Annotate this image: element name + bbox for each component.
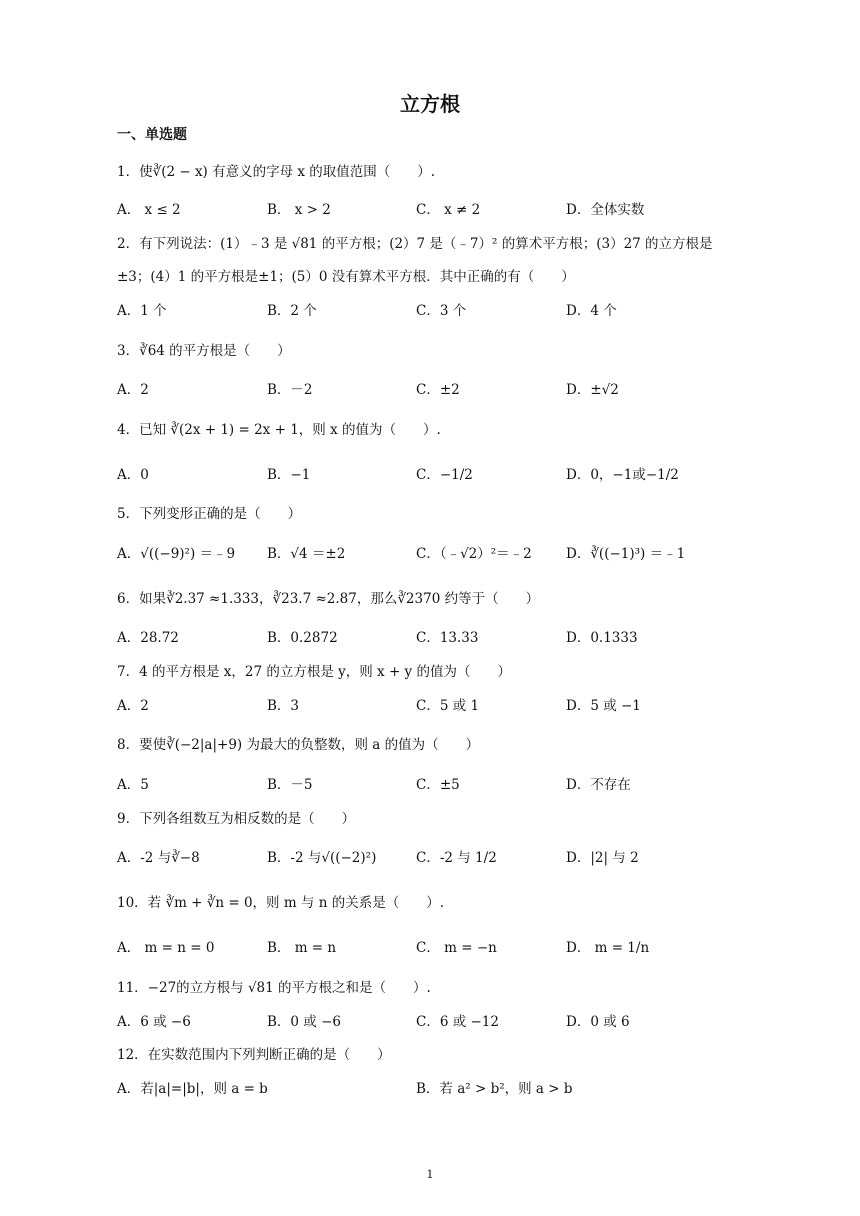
question-4-stem: 4．已知 ∛(2x + 1) = 2x + 1，则 x 的值为（ ）. — [117, 422, 441, 438]
option-c[interactable]: C．5 或 1 — [416, 698, 480, 714]
option-a[interactable]: A．2 — [117, 698, 149, 714]
option-c[interactable]: C．−1/2 — [416, 467, 473, 483]
option-d[interactable]: D．4 个 — [566, 303, 617, 319]
question-12-options — [117, 1077, 757, 1103]
question-9-options — [117, 846, 757, 872]
option-b[interactable]: B． x > 2 — [267, 202, 331, 218]
option-b[interactable]: B．－5 — [267, 777, 313, 793]
option-c[interactable]: C． m = −n — [416, 940, 497, 956]
option-b[interactable]: B．−1 — [267, 467, 311, 483]
option-b[interactable]: B．2 个 — [267, 303, 317, 319]
option-a[interactable]: A．√((−9)²) ＝﹣9 — [117, 546, 236, 562]
option-c[interactable]: C．±2 — [416, 382, 460, 398]
question-7-options — [117, 694, 757, 720]
question-9-stem: 9．下列各组数互为相反数的是（ ） — [117, 811, 356, 827]
option-c[interactable]: C．13.33 — [416, 630, 479, 646]
option-a[interactable]: A． m = n = 0 — [117, 940, 215, 956]
question-7-stem: 7．4 的平方根是 x，27 的立方根是 y，则 x + y 的值为（ ） — [117, 664, 511, 680]
option-d[interactable]: D．0.1333 — [566, 630, 638, 646]
question-3-stem: 3．∛64 的平方根是（ ） — [117, 343, 291, 359]
option-a[interactable]: A．-2 与∛−8 — [117, 850, 200, 866]
question-8-stem: 8．要使∛(−2|a|+9) 为最大的负整数，则 a 的值为（ ） — [117, 737, 480, 753]
question-1-stem: 1．使∛(2 − x) 有意义的字母 x 的取值范围（ ）. — [117, 164, 436, 180]
page-number: 1 — [426, 1168, 434, 1181]
option-b[interactable]: B．0.2872 — [267, 630, 338, 646]
option-b[interactable]: B．√4 ＝±2 — [267, 546, 346, 562]
option-a[interactable]: A．1 个 — [117, 303, 167, 319]
option-b[interactable]: B．-2 与√((−2)²) — [267, 850, 377, 866]
option-d[interactable]: D．不存在 — [566, 777, 631, 793]
option-b[interactable]: B．0 或 −6 — [267, 1014, 341, 1030]
question-12-stem: 12．在实数范围内下列判断正确的是（ ） — [117, 1047, 391, 1063]
question-3-options — [117, 378, 757, 404]
option-d[interactable]: D．0 或 6 — [566, 1014, 630, 1030]
option-b[interactable]: B． m = n — [267, 940, 337, 956]
page-title: 立方根 — [400, 92, 460, 116]
question-11-options — [117, 1010, 757, 1036]
option-a[interactable]: A． x ≤ 2 — [117, 202, 181, 218]
question-11-stem: 11．−27的立方根与 √81 的平方根之和是（ ）. — [117, 980, 431, 996]
question-2-stem-cont: ±3；(4）1 的平方根是±1；(5）0 没有算术平方根．其中正确的有（ ） — [117, 269, 575, 285]
question-1-options — [117, 198, 757, 224]
option-c[interactable]: C．-2 与 1/2 — [416, 850, 497, 866]
option-c[interactable]: C．±5 — [416, 777, 460, 793]
option-a[interactable]: A．2 — [117, 382, 149, 398]
question-2-stem: 2．有下列说法：(1）﹣3 是 √81 的平方根；(2）7 是（﹣7）² 的算术平方根；(3）27 的立方根是 — [117, 236, 713, 252]
option-a[interactable]: A．5 — [117, 777, 149, 793]
option-c[interactable]: C． x ≠ 2 — [416, 202, 481, 218]
option-d[interactable]: D．∛((−1)³) ＝﹣1 — [566, 546, 686, 562]
question-4-options — [117, 463, 757, 489]
option-b[interactable]: B．3 — [267, 698, 300, 714]
option-b[interactable]: B．－2 — [267, 382, 313, 398]
question-2-options — [117, 299, 757, 325]
option-a[interactable]: A．28.72 — [117, 630, 179, 646]
option-d[interactable]: D．±√2 — [566, 382, 619, 398]
question-8-options — [117, 773, 757, 799]
option-d[interactable]: D．全体实数 — [566, 202, 645, 218]
option-c[interactable]: C．3 个 — [416, 303, 467, 319]
option-a[interactable]: A．0 — [117, 467, 149, 483]
option-d[interactable]: D．|2| 与 2 — [566, 850, 639, 866]
section-heading: 一、单选题 — [117, 127, 187, 143]
option-b[interactable]: B．若 a² > b²，则 a > b — [416, 1081, 573, 1097]
question-5-options — [117, 542, 757, 568]
question-5-stem: 5．下列变形正确的是（ ） — [117, 506, 302, 522]
option-d[interactable]: D．5 或 −1 — [566, 698, 641, 714]
option-c[interactable]: C．6 或 −12 — [416, 1014, 499, 1030]
option-d[interactable]: D． m = 1/n — [566, 940, 650, 956]
option-a[interactable]: A．6 或 −6 — [117, 1014, 191, 1030]
option-a[interactable]: A．若|a|=|b|，则 a = b — [117, 1081, 268, 1097]
question-6-options — [117, 626, 757, 652]
option-d[interactable]: D．0，−1或−1/2 — [566, 467, 679, 483]
option-c[interactable]: C．（﹣√2）²＝﹣2 — [416, 546, 532, 562]
question-10-options — [117, 936, 757, 962]
question-10-stem: 10．若 ∛m + ∛n = 0，则 m 与 n 的关系是（ ）. — [117, 895, 444, 911]
question-6-stem: 6．如果∛2.37 ≈1.333，∛23.7 ≈2.87，那么∛2370 约等于（ ） — [117, 591, 540, 607]
